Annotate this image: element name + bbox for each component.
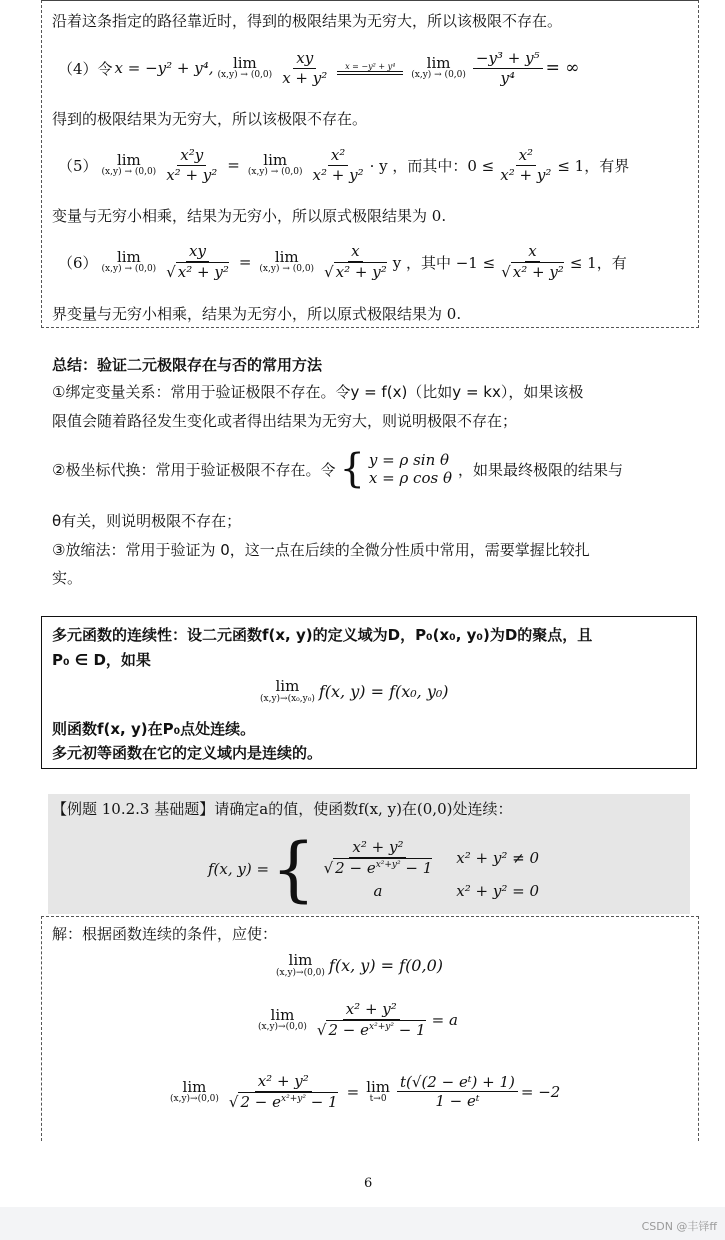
summary-method1-line1: ①绑定变量关系：常用于验证极限不存在。令y = f(x)（比如y = kx），如果该极 — [52, 383, 584, 401]
item5-fraction3: $\frac{\text{x²}}{\text{x² + y²}}$ — [500, 145, 552, 184]
item4-arrow: x = −y² + y⁴ — [337, 62, 403, 75]
item6-eq: = — [238, 253, 252, 271]
item4-lim2: lim (x,y) → (0,0) — [411, 53, 466, 81]
item4-formula — [58, 44, 579, 92]
item5-eq: = — [227, 156, 240, 174]
solution-eq2: lim (x,y)→(0,0) $\frac{\text{x² + y²}}{√ 2 - e^{x^2+y^2} - 1}$ = a — [258, 1000, 458, 1039]
solution-eq1: lim (x,y)→(0,0) f(x, y) = f(0,0) — [276, 951, 443, 978]
item6-fraction2: $\frac{x}{\text{√ x² + y²}}$ — [324, 242, 387, 281]
definition-line1: 多元函数的连续性：设二元函数f(x, y)的定义域为D，P₀(x₀, y₀)为D的聚点，且 — [52, 626, 593, 644]
item6-lim2: lim (x,y) → (0,0) — [259, 247, 315, 275]
polar-y: y = ρ sin θ — [368, 451, 450, 469]
watermark: CSDN @丰铎ff — [641, 1220, 717, 1233]
item4-label: （4）令 — [58, 59, 113, 78]
intro-line: 沿着这条指定的路径靠近时，得到的极限结果为无穷大，所以该极限不存在。 — [52, 12, 563, 30]
item5-bound: ≤ 1，有界 — [557, 156, 630, 175]
item4-fraction1: $\frac{xy}{\text{x + y²}}$ — [282, 48, 328, 87]
page-number: 6 — [364, 1176, 373, 1191]
item6-fraction3: $\frac{x}{\text{√ x² + y²}}$ — [501, 242, 564, 281]
brace-icon: { — [271, 828, 316, 910]
example-function: f(x, y) = { $\frac{\text{x² + y²}}{√ 2 - e^{x^2+y^2} - 1}$ x² + y² ≠ 0 a x² + y² = 0 — [208, 828, 540, 910]
definition-line4: 多元初等函数在它的定义域内是连续的。 — [52, 744, 323, 762]
item5-formula — [58, 140, 629, 190]
example-title: 【例题 10.2.3 基础题】请确定a的值，使函数f(x, y)在(0,0)处连续： — [52, 800, 513, 818]
item6-conclusion: 界变量与无穷小相乘，结果为无穷小，所以原式极限结果为 0. — [52, 305, 462, 323]
item5-label: （5） — [58, 156, 98, 175]
solution-intro: 解：根据函数连续的条件，应使： — [52, 925, 278, 943]
item6-fraction1: $\frac{xy}{\text{√ x² + y²}}$ — [166, 242, 229, 281]
definition-line3: 则函数f(x, y)在P₀点处连续。 — [52, 720, 256, 738]
item4-conclusion: 得到的极限结果为无穷大，所以该极限不存在。 — [52, 110, 368, 128]
item6-lim: lim (x,y) → (0,0) — [101, 247, 157, 275]
summary-method2-line2: θ有关，则说明极限不存在； — [52, 512, 242, 530]
brace-icon: { — [339, 446, 365, 492]
item6-tail: y ，其中 −1 ≤ — [392, 253, 496, 272]
definition-formula: lim (x,y)→(x₀,y₀) f(x, y) = f(x₀, y₀) — [260, 677, 449, 704]
solution-eq3: lim (x,y)→(0,0) $\frac{\text{x² + y²}}{√ 2 - e^{x^2+y^2} - 1}$ = lim t→0 $\frac{\text{t(√(2 − eᵗ) + 1)}}{\text{1 − eᵗ}}$ = −2 — [170, 1072, 561, 1111]
item6-label: （6） — [58, 253, 98, 272]
item4-lim: lim (x,y) → (0,0) — [217, 53, 273, 81]
item4-fraction2: $\frac{\text{−y³ + y⁵}}{\text{y⁴}}$ — [473, 49, 543, 88]
item5-conclusion: 变量与无穷小相乘，结果为无穷小，所以原式极限结果为 0. — [52, 207, 447, 225]
item5-tail: · y ，而其中：0 ≤ — [369, 156, 495, 175]
item5-fraction1: $\frac{\text{x²y}}{\text{x² + y²}}$ — [166, 145, 218, 184]
item6-formula — [58, 236, 627, 288]
bottom-bar — [0, 1207, 725, 1240]
polar-x: x = ρ cos θ — [368, 469, 452, 487]
summary-method2: ②极坐标代换：常用于验证极限不存在。令 { y = ρ sin θ x = ρ cos θ ，如果最终极限的结果与 — [52, 446, 624, 492]
item6-bound: ≤ 1，有 — [569, 253, 627, 272]
item4-substitution: x = −y² + y⁴, — [114, 59, 214, 77]
summary-method3-line1: ③放缩法：常用于验证为 0，这一点在后续的全微分性质中常用，需要掌握比较扎 — [52, 541, 590, 559]
summary-title: 总结：验证二元极限存在与否的常用方法 — [52, 356, 323, 374]
summary-method3-line2: 实。 — [52, 569, 83, 587]
definition-line2: P₀ ∈ D，如果 — [52, 651, 151, 669]
summary-method2-suffix: ，如果最终极限的结果与 — [458, 460, 624, 479]
item4-result: = ∞ — [545, 58, 580, 78]
item5-lim: lim (x,y) → (0,0) — [101, 150, 157, 178]
item5-lim2: lim (x,y) → (0,0) — [247, 150, 303, 178]
summary-method1-line2: 限值会随着路径发生变化或者得出结果为无穷大，则说明极限不存在； — [52, 412, 518, 430]
item5-fraction2: $\frac{\text{x²}}{\text{x² + y²}}$ — [312, 145, 364, 184]
